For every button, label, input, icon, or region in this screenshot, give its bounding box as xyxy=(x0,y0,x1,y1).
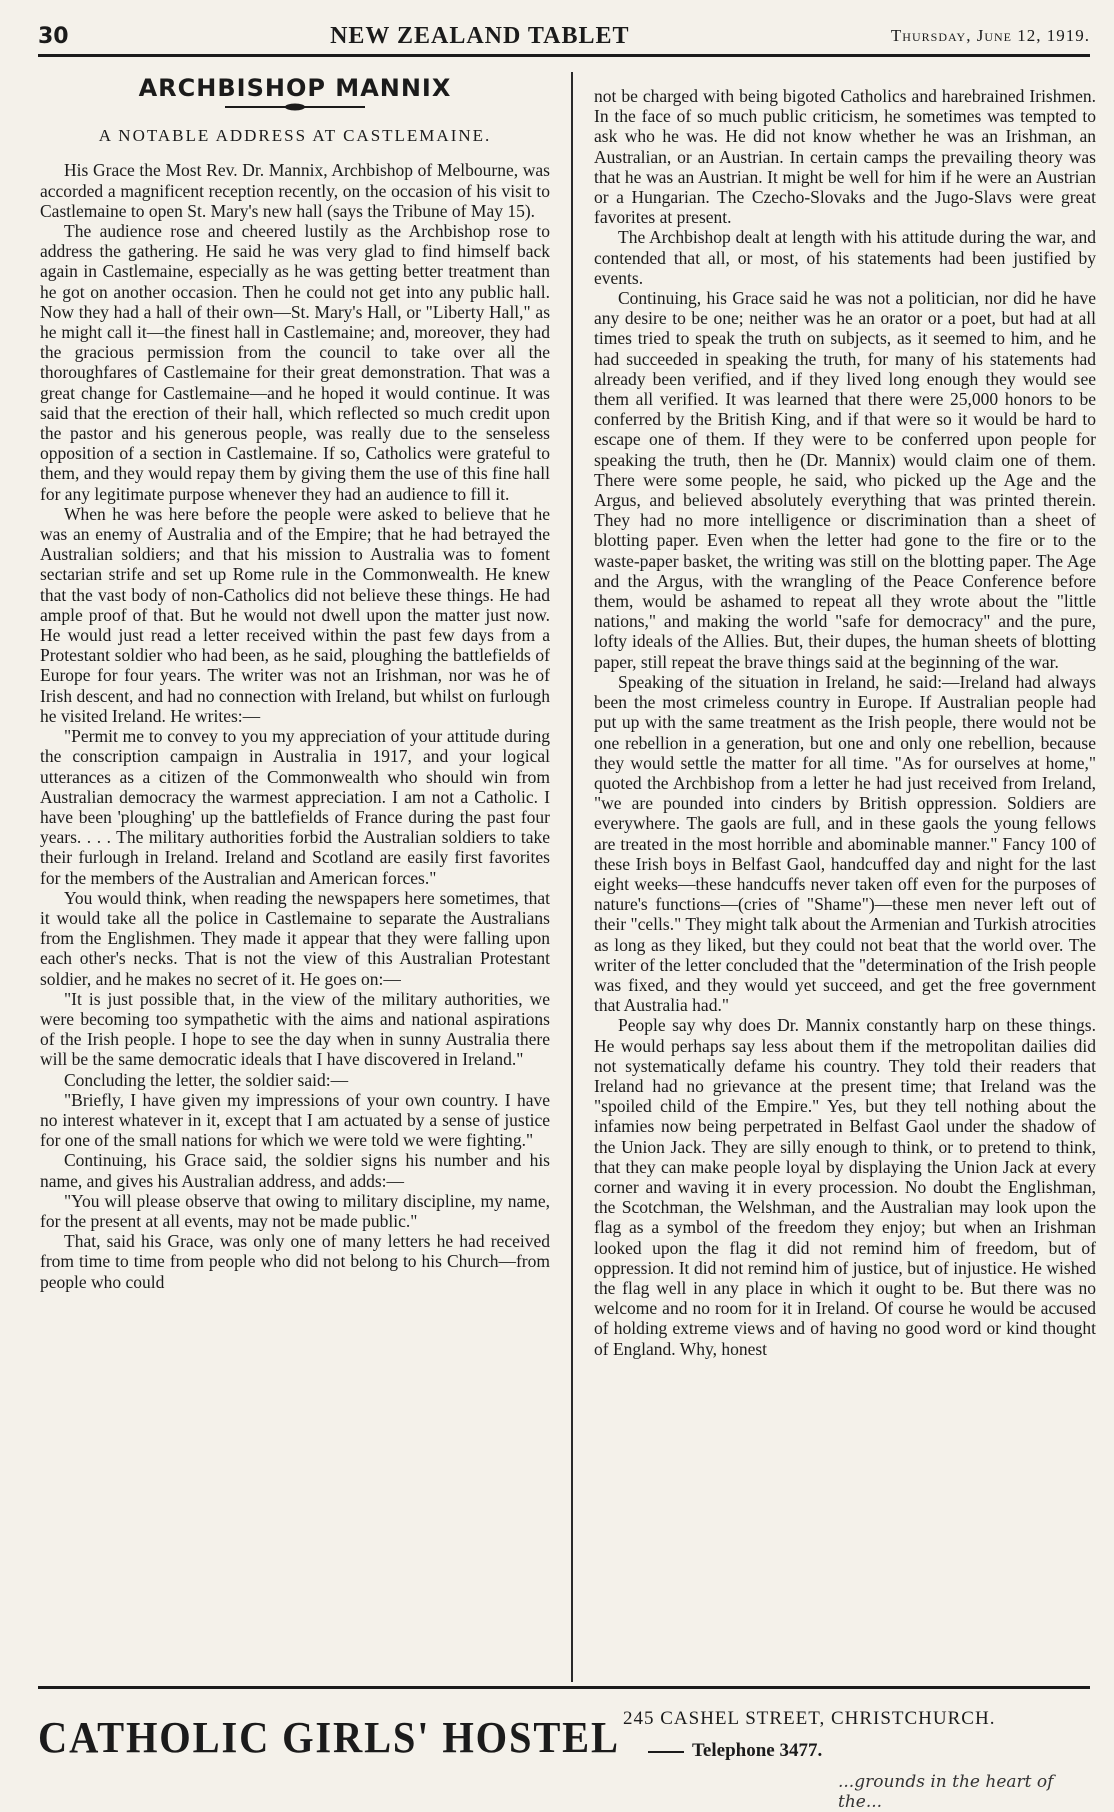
article-title: ARCHBISHOP MANNIX xyxy=(138,74,452,102)
article-paragraph: "Briefly, I have given my impressions of your own country. I have no interest whatever in it, except that I am actuated by a sense of justice for one of the small nations for which we were told we were fighting." xyxy=(40,1089,550,1151)
right-paragraphs xyxy=(594,86,1096,1359)
article-paragraph: Concluding the letter, the soldier said:— xyxy=(64,1069,349,1090)
left-paragraphs xyxy=(40,160,550,1291)
column-divider xyxy=(571,72,573,1682)
issue-date: Thursday, June 12, 1919. xyxy=(890,26,1090,45)
article-paragraph: When he was here before the people were asked to believe that he was an enemy of Australia and of the Empire; that he had betrayed the Australian soldiers; and that his mission to Australia was to foment sectarian strife and set up Rome rule in the Commonwealth. He knew that the vast body of non-Catholics did not believe these things. He had ample proof of that. But he would not dwell upon the matter just now. He would just read a letter received within the past few days from a Protestant soldier who had been, as he said, ploughing the battlefields of Europe for four years. The writer was not an Irishman, nor was he of Irish descent, and had no connection with Ireland, but whilst on furlough he visited Ireland. He writes:— xyxy=(40,503,550,726)
article-paragraph: "It is just possible that, in the view of the military authorities, we were becoming too sympathetic with the aims and national aspirations of the Irish people. I hope to see the day when in sunny Australia there will be the same democratic ideals that I have discovered in Ireland." xyxy=(40,988,550,1070)
article-paragraph: Speaking of the situation in Ireland, he said:—Ireland had always been the most crimeless country in Europe. If Australian people had put up with the same treatment as the Irish people, there would not be one rebellion in a generation, but one and only one rebellion, because they would settle the matter for all time. "As for ourselves at home," quoted the Archbishop from a letter he had just received from Ireland, "we are pounded into cinders by British oppression. Soldiers are everywhere. The gaols are full, and in these gaols the young fellows are treated in the most horrible and abominable manner." Fancy 100 of these Irish boys in Belfast Gaol, handcuffed day and night for the last eight weeks—these handcuffs never taken off even for the purposes of nature's functions—(cries of "Shame")—these men never left out of their "cells." They might talk about the Armenian and Turkish atrocities as long as they liked, but they could not beat that the world over. The writer of the letter concluded that the "determination of the Irish people was fixed, and they would yet succeed, and get the free government that Australia had." xyxy=(594,671,1096,1016)
article-subtitle: A NOTABLE ADDRESS AT CASTLEMAINE. xyxy=(98,126,492,146)
article-paragraph: Continuing, his Grace said, the soldier signs his number and his name, and gives his Australian address, and adds:— xyxy=(40,1150,550,1191)
article-paragraph: His Grace the Most Rev. Dr. Mannix, Archbishop of Melbourne, was accorded a magnificent reception recently, on the occasion of his visit to Castlemaine to open St. Mary's new hall (says the Tribune of May 15). xyxy=(40,160,550,221)
ad-address: 245 CASHEL STREET, CHRISTCHURCH. xyxy=(623,1708,996,1729)
footer-divider xyxy=(38,1686,1090,1689)
ad-tagline: ...grounds in the heart of the... xyxy=(838,1772,1054,1812)
article-paragraph: Continuing, his Grace said he was not a politician, nor did he have any desire to be one; neither was he an orator or a poet, but had at all times tried to speak the truth on subjects, as it seemed to him, and he had succeeded in speaking the truth, for many of his statements had already been verified, and if they lived long enough they would see them all verified. It was learned that there were 25,000 honors to be conferred by the British King, and if that were so it would be hard to escape one of them. If they were to be conferred upon people for speaking the truth, then he (Dr. Mannix) would claim one of them. There were some people, he said, who picked up the Age and the Argus, and believed absolutely everything that was printed therein. They had no more intelligence or discrimination than a sheet of blotting paper. Even when the letter had gone to the fire or to the waste-paper basket, the writing was still on the blotting paper. The Age and the Argus, with the wrangling of the Peace Conference before them, would be ashamed to repeat all they wrote about the "little nations," and making the world "safe for democracy" and the pure, lofty ideals of the Allies. But, their dupes, the human sheets of blotting paper, still repeat the brave things said at the beginning of the war. xyxy=(594,288,1096,672)
article-right-column xyxy=(594,86,1096,1678)
article-paragraph: That, said his Grace, was only one of many letters he had received from time to time from people who did not belong to his Church—from people who could xyxy=(40,1231,550,1292)
article-paragraph: not be charged with being bigoted Catholics and harebrained Irishmen. In the face of so much public criticism, he sometimes was tempted to ask who he was. He did not know whether he was an Irishman, an Australian, or an Austrian. In certain camps the prevailing theory was that he was an Austrian. It might be well for him if he were an Austrian or a Hungarian. The Czecho-Slovaks and the Jugo-Slavs were great favorites at present. xyxy=(594,86,1096,228)
article-left-column xyxy=(40,72,550,1678)
article-paragraph: People say why does Dr. Mannix constantly harp on these things. He would perhaps say less about them if the metropolitan dailies did not systematically defame his country. They told their readers that Ireland had no grievance at the present time; that Ireland was the "spoiled child of the Empire." Yes, but they tell nothing about the infamies now being perpetrated in Belfast Gaol under the shadow of the Union Jack. They are silly enough to think, or to pretend to think, that they can make people loyal by displaying the Union Jack at every corner and waving it in every procession. No doubt the Englishman, the Scotchman, the Welshman, and the Australian may look upon the flag as a symbol of the freedom they enjoy; but when an Irishman looked upon the flag it did not remind him of freedom, but of oppression. It did not remind him of justice, but of injustice. He wished the flag well in any place in which it ought to be. But there was no welcome and no room for it in Ireland. Of course he would be accused of holding extreme views and of having no good word or kind thought of England. Why, honest xyxy=(594,1015,1096,1359)
article-paragraph: The audience rose and cheered lustily as the Archbishop rose to address the gathering. He said he was very glad to find himself back again in Castlemaine, especially as he was getting better treatment than he got on another occasion. Then he could not get into any public hall. Now they had a hall of their own—St. Mary's Hall, or "Liberty Hall," as he might call it—the finest hall in Castlemaine; and, moreover, they had the gracious permission from the council to take over all the thoroughfares of Castlemaine for their great demonstration. That was a great change for Castlemaine—and he hoped it would continue. It was said that the erection of their hall, which reflected so much credit upon the pastor and his generous people, was really due to the senseless opposition of a section in Castlemaine. If so, Catholics were grateful to them, and they would repay them by giving them the use of this fine hall for any legitimate purpose whenever they had an audience to fill it. xyxy=(40,221,550,504)
title-ornament xyxy=(225,102,365,112)
article-paragraph: The Archbishop dealt at length with his attitude during the war, and contended that all, or most, of his statements had been justified by events. xyxy=(594,227,1096,288)
masthead: NEW ZEALAND TABLET xyxy=(330,22,630,49)
hostel-advertisement xyxy=(38,1694,1090,1812)
article-paragraph: You would think, when reading the newspapers here sometimes, that it would take all the police in Castlemaine to separate the Australians from the Englishmen. They made it appear that they were falling upon each other's necks. That is not the view of this Australian Protestant soldier, and he makes no secret of it. He goes on:— xyxy=(40,887,550,989)
article-paragraph: "You will please observe that owing to military discipline, my name, for the present at all events, may not be made public." xyxy=(40,1190,550,1231)
ad-name: CATHOLIC GIRLS' HOSTEL xyxy=(38,1713,620,1762)
page-number: 30 xyxy=(38,23,69,49)
page-header xyxy=(38,18,1090,57)
ad-telephone: Telephone 3477. xyxy=(648,1740,822,1762)
article-paragraph: "Permit me to convey to you my appreciation of your attitude during the conscription campaign in Australia in 1917, and your logical utterances as a citizen of the Commonwealth who should win from Australian democracy the warmest appreciation. I am not a Catholic. I have been 'ploughing' up the battlefields of France during the past four years. . . . The military authorities forbid the Australian soldiers to take their furlough in Ireland. Ireland and Scotland are easily first favorites for the members of the Australian and American forces." xyxy=(40,726,550,888)
